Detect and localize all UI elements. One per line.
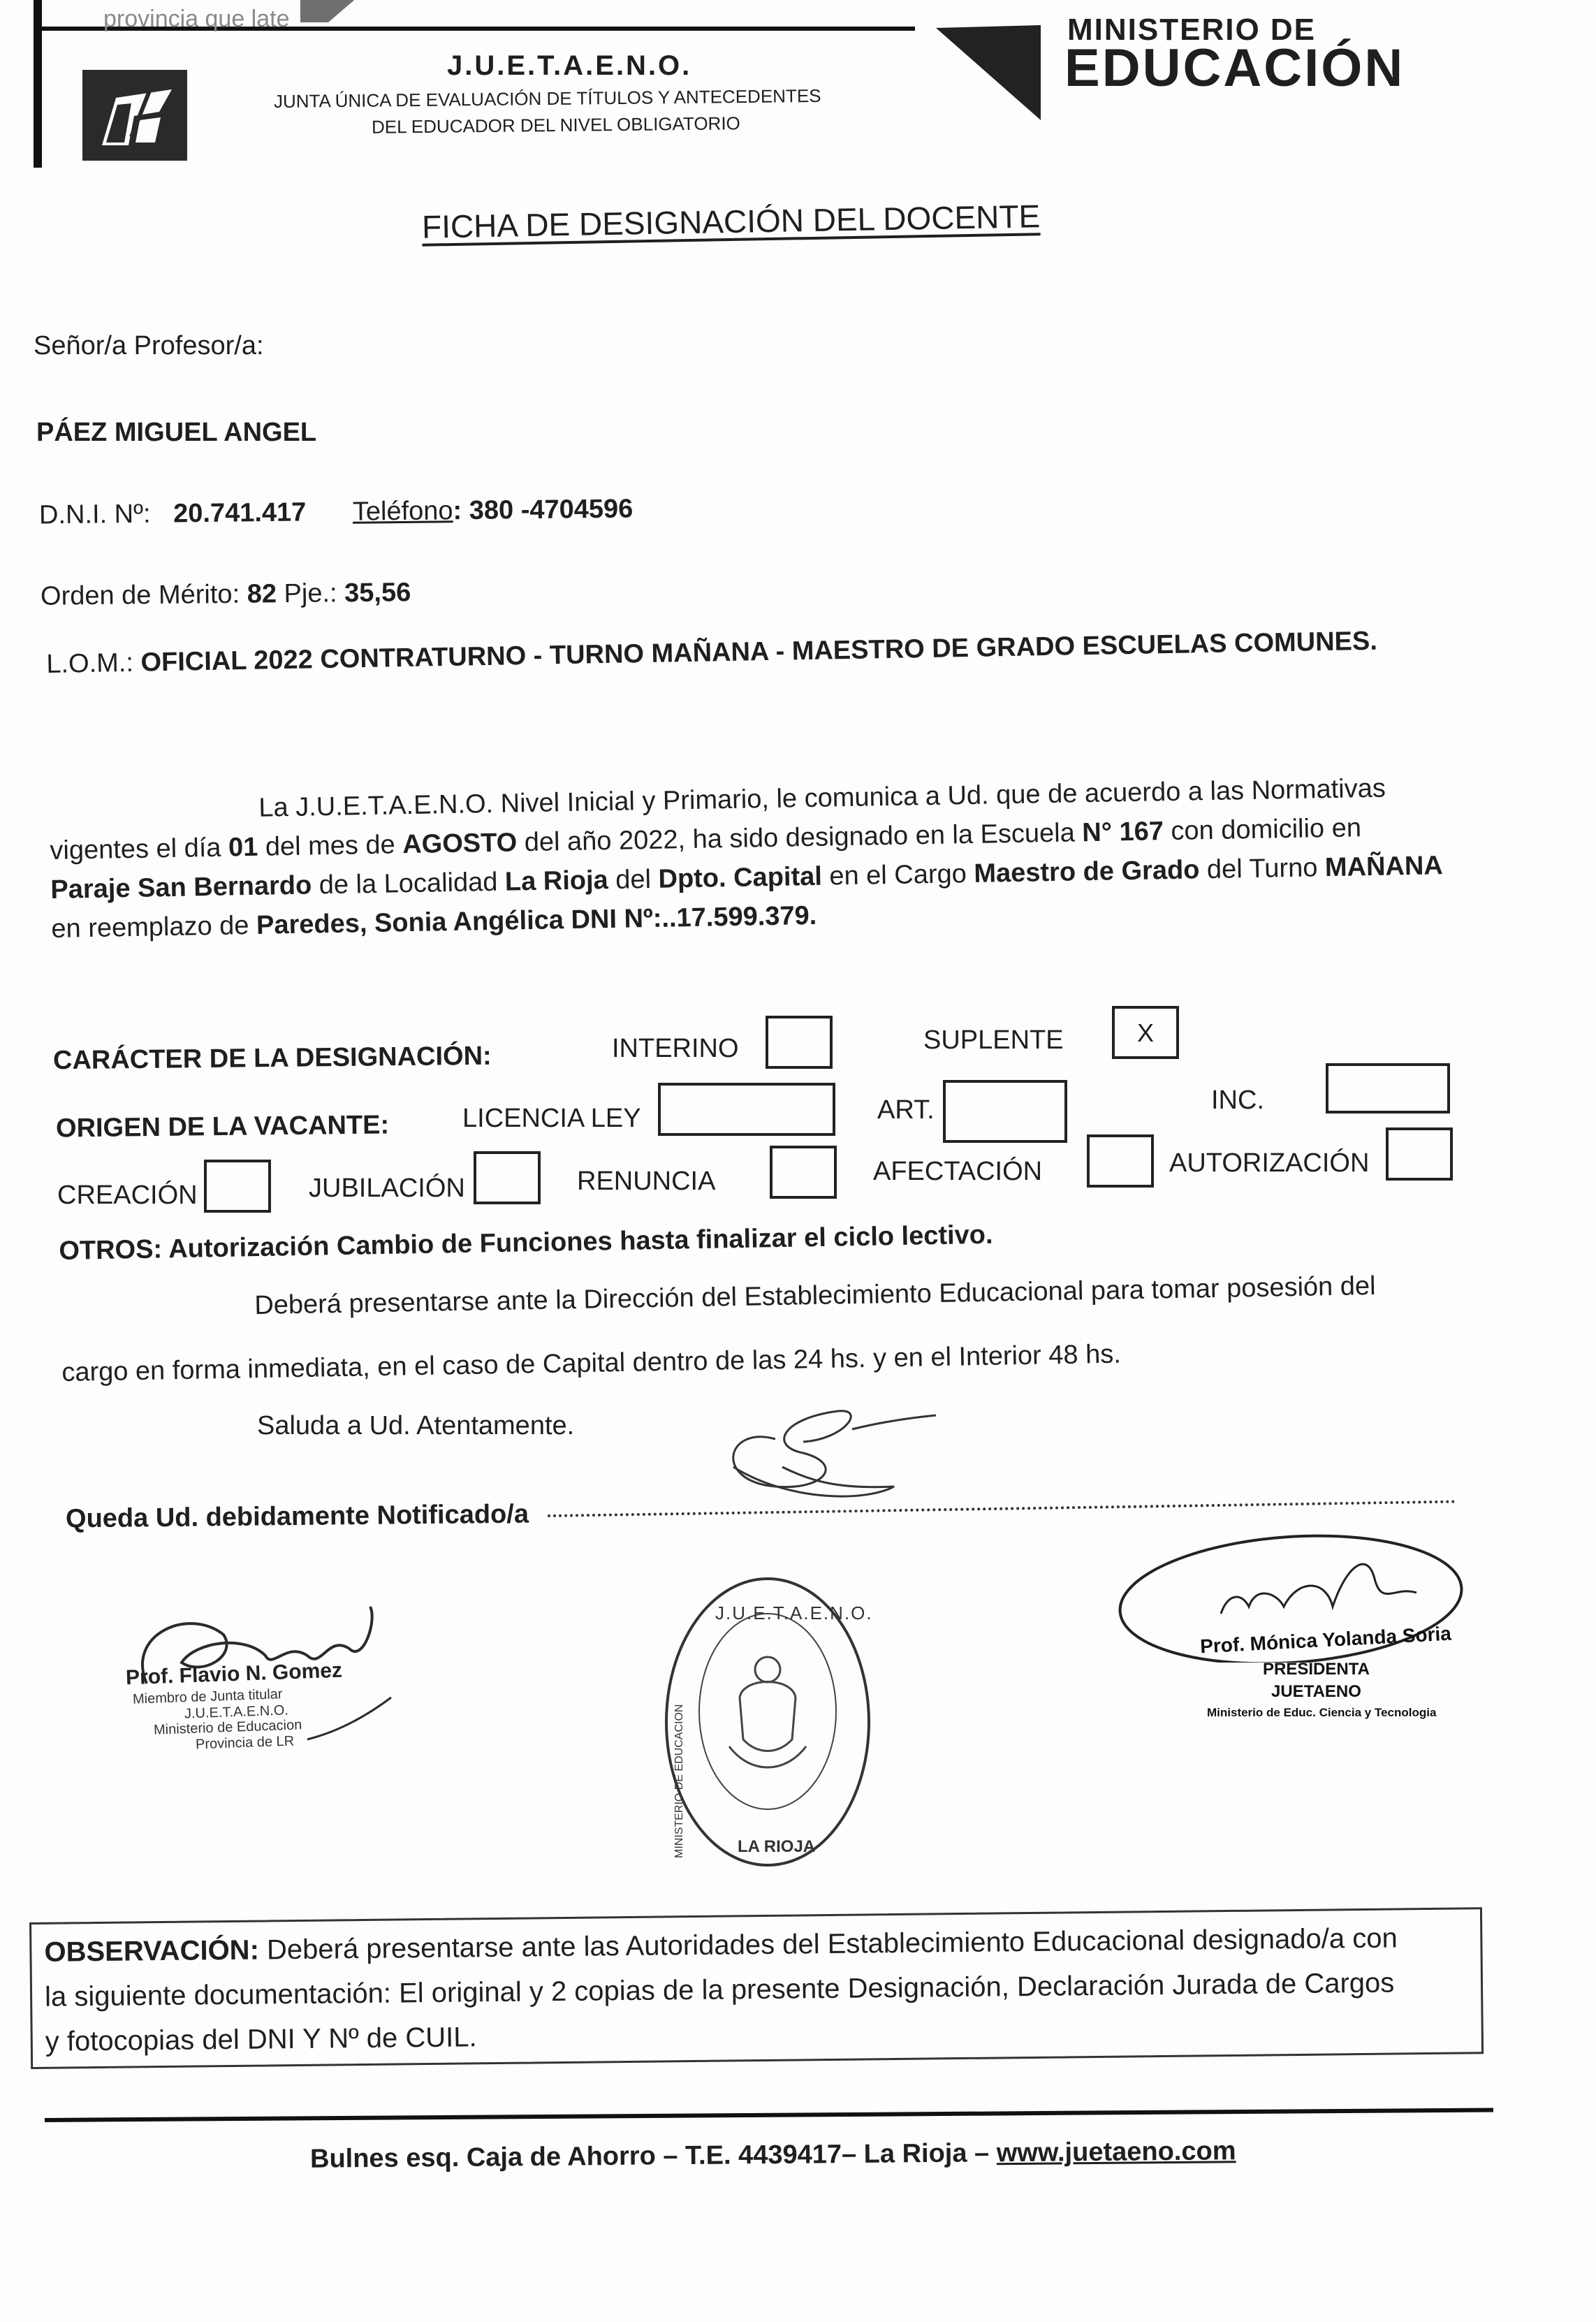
autorizacion-label: AUTORIZACIÓN: [1169, 1148, 1370, 1178]
score-value: 35,56: [344, 578, 411, 608]
left-signer-role1: Miembro de Junta titular: [132, 1686, 283, 1707]
renuncia-checkbox[interactable]: [770, 1146, 837, 1199]
phone-label: Teléfono: [352, 496, 453, 527]
shift-name: MAÑANA: [1324, 851, 1444, 883]
suplente-label: SUPLENTE: [923, 1025, 1064, 1055]
ministry-line2: EDUCACIÓN: [1064, 38, 1405, 98]
school-department: Dpto. Capital: [658, 861, 823, 894]
body-line2: vigentes el día 01 del mes de AGOSTO del año 2022, ha sido designado en la Escuela N° 167 con domicilio en: [50, 813, 1362, 866]
designation-month: AGOSTO: [402, 828, 518, 860]
suplente-check-mark: X: [1136, 1018, 1154, 1047]
creacion-checkbox[interactable]: [204, 1160, 271, 1213]
recipient-signature: [684, 1397, 950, 1516]
observation-box: [29, 1907, 1484, 2069]
official-seal: [659, 1572, 876, 1872]
otros-label: OTROS:: [59, 1234, 163, 1266]
instructions-line1: Deberá presentarse ante la Dirección del Establecimiento Educacional para tomar posesión del: [254, 1271, 1376, 1320]
org-name-line1: JUNTA ÚNICA DE EVALUACIÓN DE TÍTULOS Y ANTECEDENTES: [273, 85, 821, 112]
right-signer-role3: Ministerio de Educ. Ciencia y Tecnologia: [1207, 1706, 1437, 1719]
greeting: Señor/a Profesor/a:: [34, 331, 264, 360]
afectacion-checkbox[interactable]: [1087, 1134, 1154, 1188]
recipient-name: PÁEZ MIGUEL ANGEL: [36, 418, 317, 447]
notified-label: Queda Ud. debidamente Notificado/a: [65, 1499, 529, 1534]
page-title: FICHA DE DESIGNACIÓN DEL DOCENTE: [421, 198, 1041, 245]
art-label: ART.: [877, 1095, 935, 1125]
footer-text: [310, 2136, 1236, 2175]
left-signer-name: Prof. Flavio N. Gomez: [125, 1658, 343, 1690]
body-line3: Paraje San Bernardo de la Localidad La Rioja del Dpto. Capital en el Cargo Maestro de Grado del Turno MAÑANA: [50, 851, 1444, 905]
creacion-label: CREACIÓN: [57, 1181, 198, 1210]
interino-checkbox[interactable]: [766, 1016, 833, 1069]
vacancy-label: ORIGEN DE LA VACANTE:: [55, 1110, 390, 1144]
school-locality: La Rioja: [504, 866, 609, 897]
notified-dotted-line[interactable]: [548, 1500, 1456, 1517]
inc-label: INC.: [1211, 1086, 1264, 1115]
designation-label: CARÁCTER DE LA DESIGNACIÓN:: [52, 1041, 492, 1076]
lom-value: OFICIAL 2022 CONTRATURNO - TURNO MAÑANA - MAESTRO DE GRADO ESCUELAS COMUNES.: [140, 626, 1378, 678]
merit-row: [41, 578, 411, 612]
afectacion-label: AFECTACIÓN: [873, 1157, 1043, 1186]
header-left-bar: [34, 0, 42, 168]
org-name-line2: DEL EDUCADOR DEL NIVEL OBLIGATORIO: [371, 112, 740, 138]
renuncia-label: RENUNCIA: [577, 1167, 716, 1196]
body-paragraph: [49, 768, 1470, 949]
observation-line2: la siguiente documentación: El original y 2 copias de la presente Designación, Declaración Jurada de Cargos: [44, 1967, 1395, 2013]
jubilacion-checkbox[interactable]: [474, 1151, 541, 1204]
school-address: Paraje San Bernardo: [50, 870, 312, 905]
merit-label: Orden de Mérito:: [40, 579, 240, 611]
province-tagline: provincia que late: [103, 6, 290, 32]
seal-side-text: MINISTERIO DE EDUCACION: [673, 1704, 685, 1858]
merit-value: 82: [247, 579, 277, 609]
inc-field[interactable]: [1326, 1063, 1450, 1113]
position-name: Maestro de Grado: [974, 855, 1200, 889]
replacement-name: Paredes, Sonia Angélica DNI Nº:..17.599.379.: [256, 900, 817, 940]
left-signer-role3: Ministerio de Educacion: [153, 1717, 302, 1738]
autorizacion-checkbox[interactable]: [1386, 1127, 1453, 1181]
lom-row: [46, 627, 1377, 680]
body-line1: La J.U.E.T.A.E.N.O. Nivel Inicial y Primario, le comunica a Ud. que de acuerdo a las Normativas: [258, 773, 1386, 823]
interino-label: INTERINO: [612, 1034, 739, 1063]
ministry-logo-icon: [936, 25, 1055, 120]
jubilacion-label: JUBILACIÓN: [309, 1174, 465, 1203]
left-signature: [98, 1593, 419, 1767]
seal-bottom-text: LA RIOJA: [738, 1837, 816, 1856]
instructions-line2: cargo en forma inmediata, en el caso de Capital dentro de las 24 hs. y en el Interior 48 hs.: [61, 1339, 1122, 1387]
footer-rule: [45, 2108, 1493, 2122]
phone-value: : 380 -4704596: [453, 494, 634, 526]
lom-label: L.O.M.:: [46, 648, 134, 679]
left-signer-role2: J.U.E.T.A.E.N.O.: [184, 1702, 289, 1722]
juetaeno-logo-icon: [82, 70, 187, 161]
dni-value: 20.741.417: [173, 497, 307, 529]
ministry-line1: MINISTERIO DE: [1067, 13, 1317, 47]
right-signer-role1: PRESIDENTA: [1263, 1660, 1370, 1679]
observation-label: OBSERVACIÓN:: [44, 1934, 260, 1968]
score-label: Pje.:: [284, 578, 337, 609]
suplente-checkbox[interactable]: [1112, 1006, 1179, 1059]
footer-address: Bulnes esq. Caja de Ahorro – T.E. 4439417– La Rioja –: [309, 2138, 997, 2174]
right-signer-name: Prof. Mónica Yolanda Soria: [1199, 1622, 1452, 1658]
seal-top-text: J.U.E.T.A.E.N.O.: [715, 1602, 873, 1623]
school-number: N° 167: [1081, 817, 1164, 848]
right-signer-role2: JUETAENO: [1271, 1682, 1361, 1701]
org-acronym: J.U.E.T.A.E.N.O.: [447, 50, 692, 81]
designation-day: 01: [228, 832, 258, 863]
observation-line1: OBSERVACIÓN: Deberá presentarse ante las Autoridades del Establecimiento Educacional designado/a con: [44, 1922, 1398, 1968]
otros-value: Autorización Cambio de Funciones hasta finalizar el ciclo lectivo.: [168, 1220, 993, 1264]
art-field[interactable]: [943, 1080, 1067, 1143]
licencia-ley-label: LICENCIA LEY: [462, 1104, 641, 1133]
otros-row: [59, 1220, 993, 1266]
closing-text: Saluda a Ud. Atentamente.: [257, 1411, 575, 1440]
licencia-ley-field[interactable]: [658, 1083, 835, 1136]
recipient-signature-icon: [684, 1397, 950, 1516]
body-line4: en reemplazo de Paredes, Sonia Angélica DNI Nº:..17.599.379.: [51, 900, 817, 944]
dni-label: D.N.I. Nº:: [38, 499, 151, 530]
dni-row: [39, 495, 634, 531]
observation-line3: y fotocopias del DNI Y Nº de CUIL.: [45, 2022, 477, 2057]
left-signer-role4: Provincia de LR: [195, 1733, 295, 1753]
footer-website-link[interactable]: www.juetaeno.com: [996, 2136, 1236, 2168]
right-signature: [1116, 1523, 1479, 1746]
